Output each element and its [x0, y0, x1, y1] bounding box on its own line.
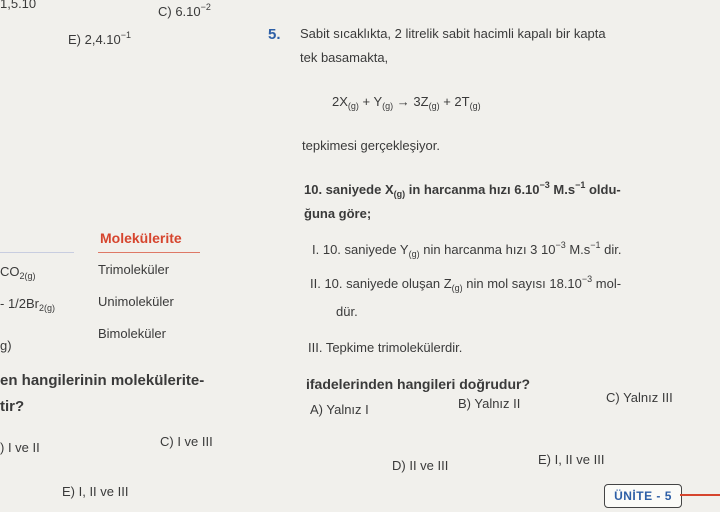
table-divider [0, 252, 74, 253]
question-intro-1: Sabit sıcaklıkta, 2 litrelik sabit hacimli kapalı bir kapta [300, 26, 606, 41]
left-question-line-1: en hangilerinin molekülerite- [0, 372, 205, 389]
chem-co2: $CO_{2(g)}$ [0, 264, 36, 281]
option-d[interactable]: D) II ve III [392, 458, 449, 473]
chem-fragment: g) [0, 338, 12, 353]
left-answer-a: ) I ve II [0, 440, 40, 455]
statement-2: II. 10. saniyede oluşan $Z_{(g)}$ nin mol sayısı $18.10^{-3}$ mol- [310, 274, 622, 293]
question-intro-2: tek basamakta, [300, 50, 389, 65]
statement-3: III. Tepkime trimolekülerdir. [308, 340, 463, 355]
option-e[interactable]: E) I, II ve III [538, 452, 605, 467]
left-answer-c: C) I ve III [160, 434, 213, 449]
table-header: Molekülerite [100, 230, 182, 246]
statement-1: I. 10. saniyede $Y_{(g)}$ nin harcanma hızı 3 $10^{-3}$ $M.s^{-1}$ dir. [312, 240, 622, 259]
top-fragment: 1,5.10 [0, 0, 37, 11]
condition-line-2: ğuna göre; [304, 206, 372, 221]
option-e-top: E) $2,4.10^{-1}$ [68, 30, 132, 47]
option-c-top: C) $6.10^{-2}$ [158, 2, 211, 19]
chem-br2: - $1/2Br_{2(g)}$ [0, 296, 56, 313]
table-header-underline [98, 252, 200, 253]
statement-2-cont: dür. [336, 304, 358, 319]
reaction-text: tepkimesi gerçekleşiyor. [302, 138, 440, 153]
option-a[interactable]: A) Yalnız I [310, 402, 369, 417]
table-row-1: Trimoleküler [98, 262, 170, 277]
option-b[interactable]: B) Yalnız II [458, 396, 521, 411]
condition-line-1: 10. saniyede $X_{(g)}$ in harcanma hızı $6.10^{-3}$ $M.s^{-1}$ oldu- [304, 180, 621, 199]
question-prompt: ifadelerinden hangileri doğrudur? [306, 376, 531, 392]
reaction-equation: $2X_{(g)} + Y_{(g)} \to 3Z_{(g)} + 2T_{(g)}$ [332, 94, 481, 111]
table-row-2: Unimoleküler [98, 294, 174, 309]
table-row-3: Bimoleküler [98, 326, 166, 341]
option-c[interactable]: C) Yalnız III [606, 390, 673, 405]
left-answer-e: E) I, II ve III [62, 484, 129, 499]
unit-badge: ÜNİTE - 5 [604, 484, 682, 508]
footer-accent-line [680, 494, 720, 496]
left-question-line-2: tir? [0, 398, 25, 415]
question-number: 5. [268, 26, 281, 43]
